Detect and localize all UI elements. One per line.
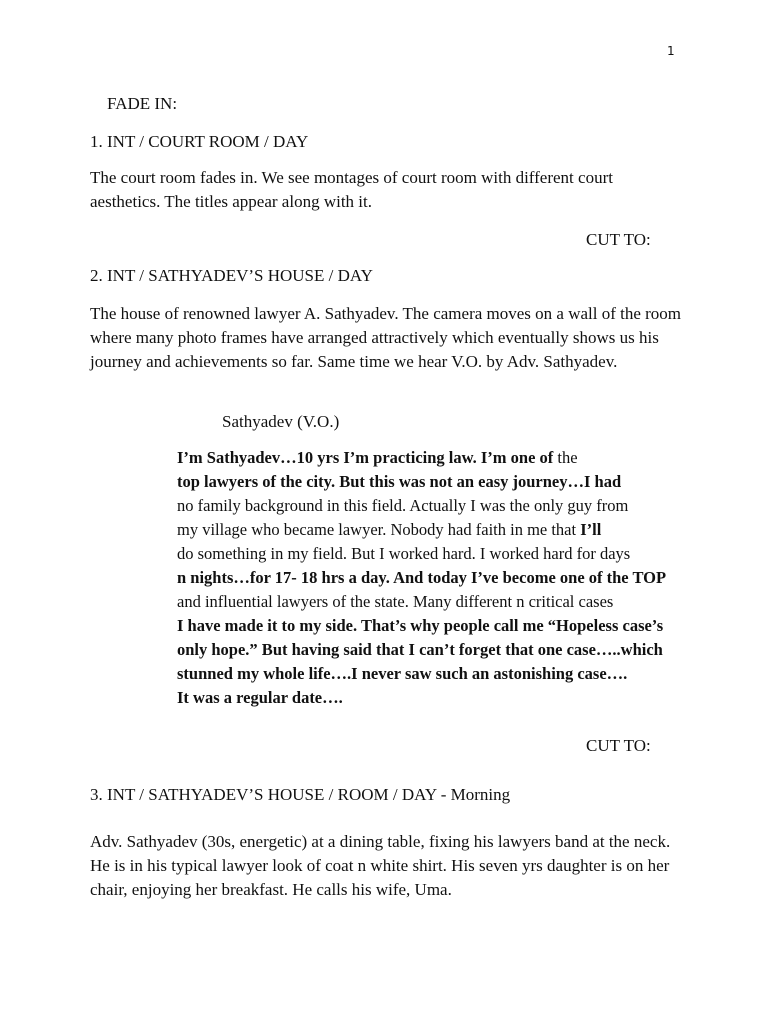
- dialogue-line: and influential lawyers of the state. Many different n critical cases: [177, 592, 614, 611]
- transition-cut-to-1: CUT TO:: [586, 230, 651, 249]
- dialogue-line: no family background in this field. Actually I was the only guy from: [177, 496, 629, 515]
- page-number: 1: [667, 44, 675, 58]
- dialogue-line: top lawyers of the city. But this was not an easy journey…I had: [177, 472, 622, 491]
- dialogue-line: I’m Sathyadev…10 yrs I’m practicing law. I’m one of the: [177, 448, 578, 467]
- character-name: Sathyadev (V.O.): [222, 412, 340, 431]
- scene-action-3: Adv. Sathyadev (30s, energetic) at a dining table, fixing his lawyers band at the neck. He is in his typical lawyer look of coat n white shirt. His seven yrs daughter is on her chair, enjoying her breakfast. He calls his wife, Uma.: [90, 832, 671, 899]
- dialogue-line: It was a regular date….: [177, 688, 343, 707]
- scene-action-2: The house of renowned lawyer A. Sathyadev. The camera moves on a wall of the room where many photo frames have arranged attractively which eventually shows us his journey and achievements so far. Same time we hear V.O. by Adv. Sathyadev.: [90, 304, 682, 371]
- dialogue-line: I have made it to my side. That’s why people call me “Hopeless case’s: [177, 616, 664, 635]
- scene-action-1: The court room fades in. We see montages of court room with different court aesthetics. The titles appear along with it.: [90, 168, 613, 211]
- scene-heading-2: 2. INT / SATHYADEV’S HOUSE / DAY: [90, 266, 373, 285]
- dialogue-line: my village who became lawyer. Nobody had faith in me that I’ll: [177, 520, 602, 539]
- dialogue-line: do something in my field. But I worked hard. I worked hard for days: [177, 544, 631, 563]
- dialogue-line: stunned my whole life….I never saw such an astonishing case….: [177, 664, 628, 683]
- dialogue-block: [177, 446, 697, 710]
- transition-cut-to-2: CUT TO:: [586, 736, 651, 755]
- dialogue-line: only hope.” But having said that I can’t forget that one case…..which: [177, 640, 663, 659]
- scene-heading-3: 3. INT / SATHYADEV’S HOUSE / ROOM / DAY - Morning: [90, 785, 511, 804]
- fade-in: FADE IN:: [107, 94, 178, 113]
- dialogue-line: n nights…for 17- 18 hrs a day. And today I’ve become one of the TOP: [177, 568, 667, 587]
- scene-heading-1: 1. INT / COURT ROOM / DAY: [90, 132, 309, 151]
